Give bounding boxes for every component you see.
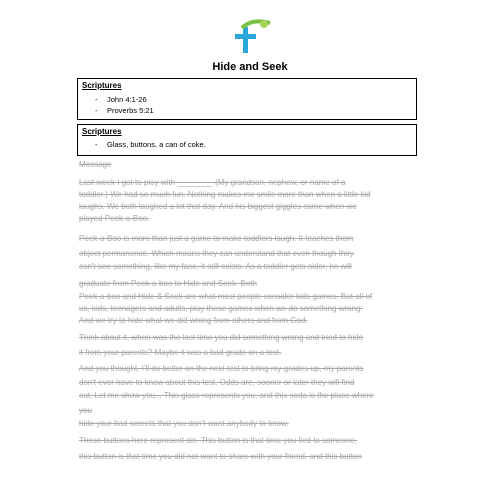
list-item: - Glass, buttons, a can of coke.: [95, 140, 206, 149]
message-line: out. Let me show you... This glass represents you, and this soda is the place where: [79, 391, 374, 400]
cross-logo-icon: [230, 18, 276, 58]
scriptures-heading: Scriptures: [82, 81, 122, 90]
message-line: us, kids, teenagers and adults, play these games when we do something wrong.: [79, 304, 363, 313]
message-line: object permanence. Which means they can understand that even though they: [79, 249, 354, 258]
supplies-item: Glass, buttons, a can of coke.: [107, 140, 206, 149]
message-line: can't see something, like my face, it still exists. As a toddler gets older, he will: [79, 262, 352, 271]
message-line: And we try to hide what we did wrong from others and from God.: [79, 316, 308, 325]
message-line: don't ever have to know about this test. Odds are, sooner or later they will find: [79, 378, 355, 387]
scripture-reference: John 4:1-26: [107, 95, 147, 104]
message-line: Last week I got to play with ________ (My grandson, nephew, or name of a: [79, 178, 346, 187]
scripture-reference: Proverbs 5:21: [107, 106, 154, 115]
list-item: - John 4:1-26: [95, 95, 147, 104]
message-line: Peek-a-Boo is more than just a game to make toddlers laugh. It teaches them: [79, 234, 354, 243]
message-line: played Peek-a-Boo.: [79, 214, 150, 223]
message-line: graduate from Peek-a-boo to Hide and Seek. Both: [79, 279, 257, 288]
message-line: laughs. We both laughed a lot that day. And his biggest giggles came when we: [79, 202, 357, 211]
message-line: These buttons here represent sin. This button is that time you lied to someone,: [79, 436, 358, 445]
message-line: this button is that time you did not want to share with your friend, and this button: [79, 452, 362, 461]
message-line: hide your bad secrets that you don't want anybody to know.: [79, 419, 289, 428]
page-title: Hide and Seek: [212, 61, 288, 73]
message-line: you: [79, 406, 92, 415]
message-line: toddler.) We had so much fun. Nothing makes me smile more than when a little kid: [79, 190, 371, 199]
supplies-box: [77, 124, 417, 156]
message-heading: Message: [79, 160, 112, 169]
message-line: it from your parents? Maybe it was a bad grade on a test.: [79, 348, 282, 357]
supplies-heading: Scriptures: [82, 127, 122, 136]
cross-logo: [230, 18, 276, 58]
message-line: And you thought, I'll do better on the next test to bring my grades up, my parents: [79, 364, 364, 373]
message-line: Think about it, when was the last time you did something wrong and tried to hide: [79, 333, 364, 342]
message-line: Peek-a-boo and Hide & Seek are what most people consider kids games. But all of: [79, 292, 373, 301]
list-item: - Proverbs 5:21: [95, 106, 154, 115]
scriptures-box: [77, 78, 417, 120]
